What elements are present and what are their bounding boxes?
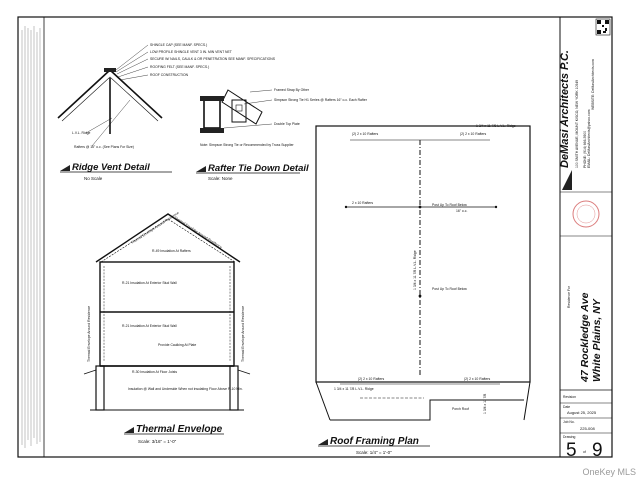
roof-label: 16" o.c. bbox=[456, 209, 468, 213]
thermal-side-label: Thermal Envelope Around Residence bbox=[87, 305, 91, 362]
thermal-roof-label: Thermal Envelope Around Residence bbox=[130, 210, 180, 245]
thermal-scale: Scale: 3/16" = 1'-0" bbox=[138, 439, 177, 444]
roof-label: 1 3/4 x 11 7/8 L.V.L. Ridge bbox=[413, 250, 417, 290]
roof-outline bbox=[316, 126, 530, 382]
tiedown-detail-title: Rafter Tie Down Detail bbox=[208, 163, 309, 174]
roof-plan-title: Roof Framing Plan bbox=[330, 436, 419, 447]
tiedown-detail-scale: Scale: None bbox=[208, 176, 233, 181]
ridge-cap bbox=[104, 68, 116, 72]
thermal-roof-label: Thermal Envelope Around Residence bbox=[173, 215, 223, 250]
roof-label: (2) 2 x 10 Rafters bbox=[358, 377, 385, 381]
roof-label: 1 3/4 x 11 7/8 bbox=[483, 393, 487, 414]
sheet-border bbox=[18, 17, 612, 457]
firm-contact: WEBSITE: DeMasiArchitects.com bbox=[591, 59, 595, 110]
firm-name: DeMasi Architects P.C. bbox=[559, 50, 571, 168]
foundation-wall-left bbox=[96, 366, 104, 410]
date-label: Date bbox=[563, 405, 571, 409]
rafter-tie-down-detail bbox=[196, 88, 368, 181]
project-address: 47 Rockledge Ave bbox=[579, 292, 591, 382]
firm-contact: PHONE: (914) 666-5900 bbox=[583, 130, 587, 168]
qr-code-pattern bbox=[597, 20, 609, 34]
watermark: OneKey MLS bbox=[582, 467, 636, 477]
thermal-label: R-49 Insulation At Rafters bbox=[152, 249, 191, 253]
ridge-detail-title: Ridge Vent Detail bbox=[72, 162, 150, 173]
thermal-label: R-21 Insulation At Exterior Stud Wall bbox=[122, 324, 177, 328]
firm-contact: EMAIL: DeMasiArchitects@yahoo.com bbox=[587, 109, 591, 168]
thermal-side-label: Thermal Envelope Around Residence bbox=[241, 305, 245, 362]
ridge-detail-scale: No Scale bbox=[84, 176, 103, 181]
thermal-label: Provide Caulking At Plate bbox=[158, 343, 197, 347]
revision-label: Revision bbox=[563, 395, 577, 399]
tiedown-callout: Double Top Plate bbox=[274, 122, 300, 126]
thermal-title: Thermal Envelope bbox=[136, 424, 223, 435]
ridge-vent-detail bbox=[58, 43, 276, 181]
roof-plan-scale: Scale: 1/4" = 1'-0" bbox=[356, 450, 392, 455]
thermal-label: R-21 Insulation At Exterior Stud Wall bbox=[122, 281, 177, 285]
roof-label: (2) 2 x 10 Rafters bbox=[464, 377, 491, 381]
sheet-number: 5 bbox=[566, 440, 577, 461]
porch-roof-outline bbox=[330, 400, 524, 420]
roof-framing-plan bbox=[316, 124, 530, 455]
firm-logo bbox=[562, 170, 572, 190]
roof-label: Porch Roof bbox=[452, 407, 469, 411]
firm-address: 100 SMITH AVENUE, MOUNT KISCO, NEW YORK 10549 bbox=[575, 80, 579, 168]
roof-label: (2) 2 x 10 Rafters bbox=[460, 132, 487, 136]
section-walls bbox=[100, 262, 234, 366]
roof-label: 1 3/4 x 11 7/8 L.V.L. Ridge bbox=[334, 387, 374, 391]
job-label: Job No. bbox=[563, 420, 575, 424]
roof-label: 1 3/4 x 11 7/8 L.V.L. Ridge bbox=[476, 124, 516, 128]
date-value: August 25, 2025 bbox=[567, 410, 597, 415]
tiedown-callout: Simpson Strong Tie H1 Series @ Rafters 16" o.c. Each Rafter bbox=[274, 98, 367, 102]
sheet-total: 9 bbox=[592, 440, 603, 461]
stud-wall bbox=[204, 100, 220, 128]
roof-label: Post Up To Roof Below bbox=[432, 203, 467, 207]
title-block bbox=[559, 19, 612, 461]
thermal-label: Insulation @ Wall and Underside When not insulating Floor Above R-10 Min. bbox=[128, 387, 243, 391]
rafter-label: Rafters @ 16" o.c. (See Plans For Size) bbox=[74, 145, 134, 149]
ridge-callout: LOW PROFILE SHINGLE VENT 3 IN. MIN VENT NET bbox=[150, 50, 232, 54]
title-flag bbox=[60, 165, 70, 171]
ridge-label: L.V.L. Ridge bbox=[72, 131, 91, 135]
ridge-callout: ROOF CONSTRUCTION bbox=[150, 73, 189, 77]
roof-label: 2 x 10 Rafters bbox=[352, 201, 374, 205]
tiedown-note: Note: Simpson Strong Tie or Recommended by Truss Supplier bbox=[200, 143, 294, 147]
thermal-label: R-30 Insulation At Floor Joists bbox=[132, 370, 178, 374]
roof-label: Post Up To Roof Below bbox=[432, 287, 467, 291]
job-number: 225-008 bbox=[580, 426, 595, 431]
top-plate bbox=[200, 96, 224, 101]
general-notes-column bbox=[22, 26, 40, 448]
tiedown-callout: Framed Strap By Other bbox=[274, 88, 310, 92]
sheet-of: of bbox=[583, 450, 586, 454]
ridge-callout: SECURE W/ NAILS, CAULK & OR PENETRATION SEE MANF. SPECIFICATIONS bbox=[150, 57, 275, 61]
ridge-callout: ROOFING FELT (SEE MANF. SPECS.) bbox=[150, 65, 210, 69]
drawing-label: Drawing bbox=[563, 435, 576, 439]
thermal-envelope-section bbox=[84, 211, 250, 444]
ridge-callout: SHINGLE CAP (SEE MANF. SPECS.) bbox=[150, 43, 208, 47]
residence-for-label: Residence For bbox=[567, 285, 571, 308]
project-city: White Plains, NY bbox=[591, 299, 603, 382]
roof-label: (2) 2 x 10 Rafters bbox=[352, 132, 379, 136]
